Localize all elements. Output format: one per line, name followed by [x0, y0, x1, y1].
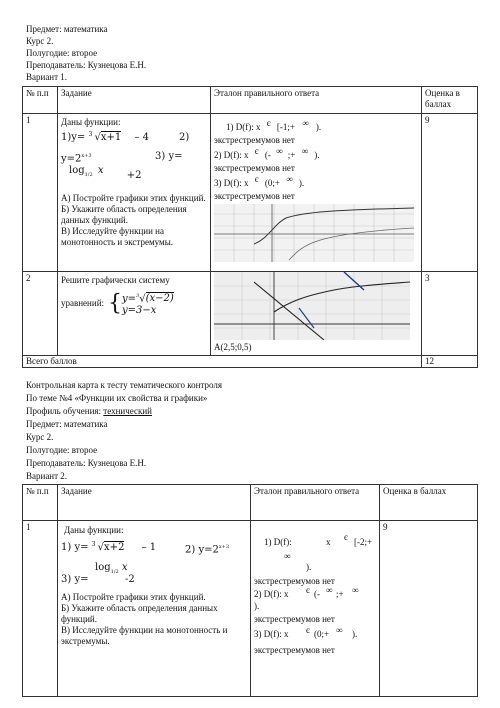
answer-cell	[211, 272, 422, 356]
answer-1-cont: ∞	[284, 551, 291, 561]
task-c: В) Исследуйте функции на монотонность и экстремумы.	[61, 226, 174, 247]
graph-photo-1	[214, 204, 414, 262]
row-num: 1	[23, 521, 58, 697]
profile-value: технический	[103, 406, 152, 416]
answer-1-end: ).	[306, 562, 312, 572]
task-list	[61, 592, 247, 647]
semester-line: Полугодие: второе	[26, 48, 98, 58]
task-cell	[58, 114, 211, 272]
row-num: 1	[23, 114, 58, 272]
function-2-3: $y=2^{x+3}$ 3) y=	[61, 151, 183, 165]
answer-point: A(2,5;0,5)	[214, 342, 252, 352]
graph-photo-2	[214, 272, 410, 340]
extremum-2: экстрестремумов нет	[214, 163, 295, 173]
equation-2: y=3−x	[122, 305, 157, 317]
answer-1: 1) D(f): x є [-1;+ ∞ ).	[226, 118, 322, 132]
row-num: 2	[23, 272, 58, 356]
extremum-3: экстрестремумов нет	[214, 191, 295, 201]
task-title: Даны функции:	[64, 525, 124, 535]
variant-line: Вариант 2.	[26, 471, 68, 481]
extremum-2: экстрестремумов нет	[254, 614, 335, 624]
teacher-line: Преподаватель: Кузнецова Е.Н.	[26, 60, 147, 70]
task-b: Б) Укажите область определения данных функций.	[61, 603, 218, 624]
col-header-task: Задание	[58, 87, 211, 114]
variant-line: Вариант 1.	[26, 72, 68, 82]
col-header-num: № п.п	[23, 485, 58, 521]
answer-2: 2) D(f): x є (- ∞ ;+ ∞	[254, 585, 359, 599]
semester-line: Полугодие: второе	[26, 445, 98, 455]
v2-answer-table	[22, 484, 478, 697]
score-cell: 9	[380, 521, 478, 697]
col-header-answer: Эталон правильного ответа	[251, 485, 380, 521]
answer-2-end: ).	[254, 601, 260, 611]
task-b: Б) Укажите область определения данных функций.	[61, 204, 187, 225]
col-header-task: Задание	[58, 485, 251, 521]
teacher-line: Преподаватель: Кузнецова Е.Н.	[26, 458, 147, 468]
extremum-1: экстрестремумов нет	[254, 576, 335, 586]
v1-answer-table	[22, 86, 478, 368]
table-header-row	[23, 485, 478, 521]
table-header-row	[23, 87, 478, 114]
function-1-2: 1) y= 3 √x+2 – 1 2) $y=2^{x+3}$	[61, 541, 230, 556]
function-3-log: $\log_{1/2} x +2$	[69, 165, 142, 181]
cube-root: 3 √x+2	[91, 541, 125, 553]
total-row	[23, 356, 478, 368]
task-a: А) Постройте графики этих функций.	[61, 592, 206, 602]
total-label: Всего баллов	[23, 356, 422, 368]
answer-3: 3) D(f): x є (0;+ ∞ ).	[254, 625, 358, 639]
col-header-answer: Эталон правильного ответа	[211, 87, 422, 114]
answer-2: 2) D(f): x є (- ∞ ;+ ∞ ).	[214, 146, 320, 160]
task-a: А) Постройте графики этих функций.	[61, 193, 206, 203]
subject-line: Предмет: математика	[26, 419, 108, 429]
subject-line: Предмет: математика	[26, 24, 108, 34]
task-cell	[58, 521, 251, 697]
cube-root: 3 √x+1	[88, 131, 122, 143]
col-header-num: № п.п	[23, 87, 58, 114]
extremum-3: экстрестремумов нет	[254, 645, 335, 655]
score-cell: 9	[422, 114, 478, 272]
task-c: В) Исследуйте функции на монотонность и экстремумы.	[61, 625, 228, 646]
answer-cell	[251, 521, 380, 697]
card-title: Контрольная карта к тесту тематического контроля	[26, 380, 223, 390]
task-list	[61, 193, 207, 248]
profile-line: Профиль обучения: технический	[26, 406, 152, 416]
answer-3: 3) D(f): x є (0;+ ∞ ).	[214, 174, 305, 188]
function-1: 1)y= 3 √x+1 – 4 2)	[61, 131, 190, 143]
answer-1: 1) D(f): x є [-2;+	[264, 532, 373, 547]
course-line: Курс 2.	[26, 36, 54, 46]
col-header-score: Оценка в баллах	[422, 87, 478, 114]
answer-cell	[211, 114, 422, 272]
col-header-score: Оценка в баллах	[380, 485, 478, 521]
table-row	[23, 114, 478, 272]
score-cell: 3	[422, 272, 478, 356]
extremum-1: экстрестремумов нет	[214, 135, 295, 145]
table-row	[23, 521, 478, 697]
function-3-log: $\log_{1/2} x$ 3) y= -2	[61, 562, 135, 585]
topic-line: По теме №4 «Функции их свойства и графики»	[26, 393, 208, 403]
course-line: Курс 2.	[26, 432, 54, 442]
task-cell	[58, 272, 211, 356]
equation-system: уравнений: { y=$^3$√(x−2) y=3−x	[61, 290, 174, 317]
equation-1: y=$^3$√(x−2)	[122, 293, 174, 305]
task-title: Даны функции:	[61, 117, 121, 127]
total-score: 12	[422, 356, 478, 368]
table-row	[23, 272, 478, 356]
task-title: Решите графически систему	[61, 275, 170, 285]
